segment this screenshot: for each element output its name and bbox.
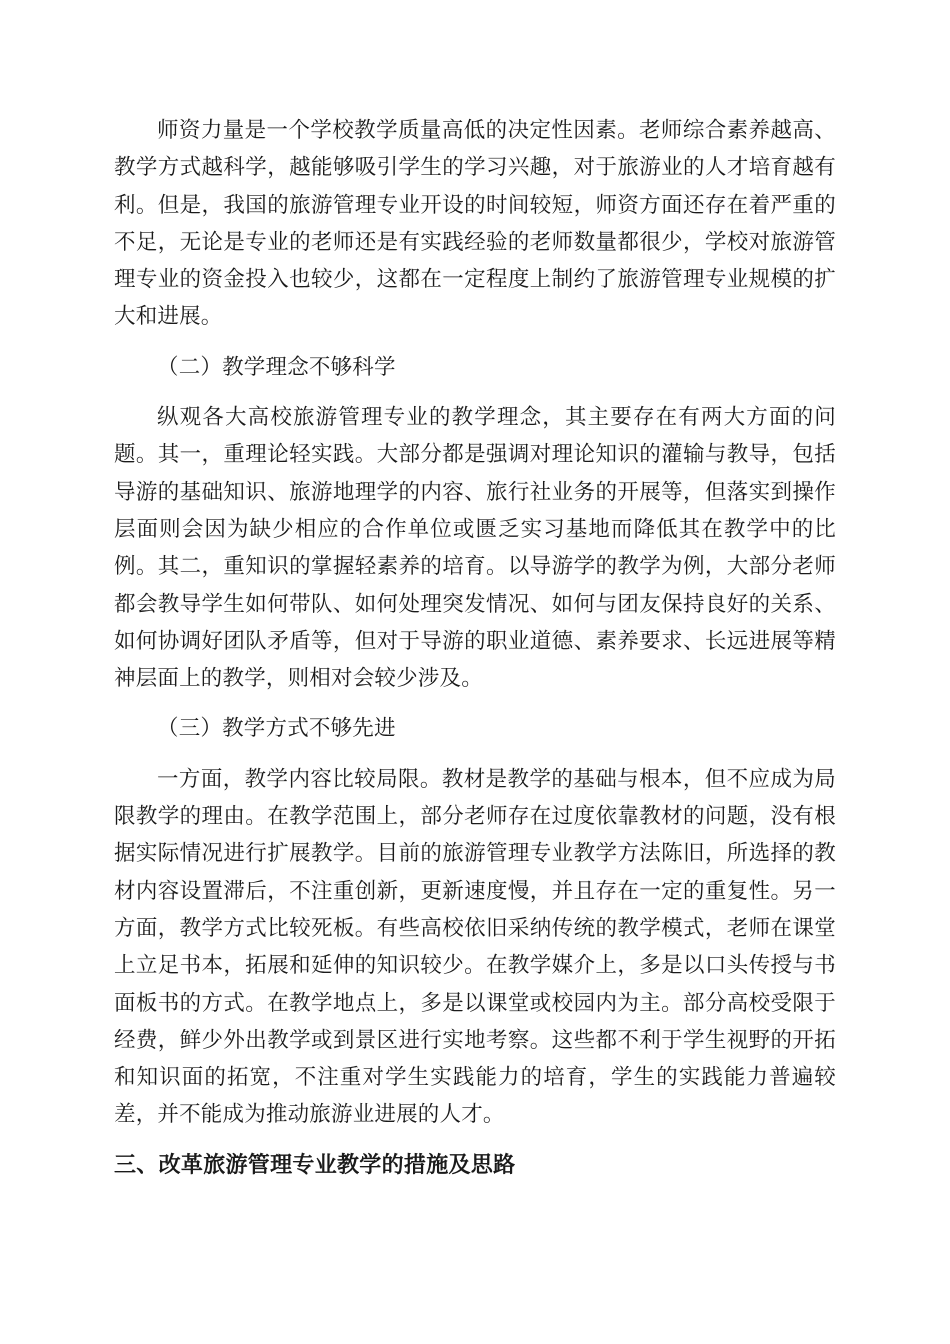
paragraph-teaching-methods: 一方面，教学内容比较局限。教材是教学的基础与根本，但不应成为局限教学的理由。在教学范围上，部分老师存在过度依靠教材的问题，没有根据实际情况进行扩展教学。目前的旅游管理专业教学方法陈旧，所选择的教材内容设置滞后，不注重创新，更新速度慢，并且存在一定的重复性。另一方面，教学方式比较死板。有些高校依旧采纳传统的教学模式，老师在课堂上立足书本，拓展和延伸的知识较少。在教学媒介上，多是以口头传授与书面板书的方式。在教学地点上，多是以课堂或校园内为主。部分高校受限于经费，鲜少外出教学或到景区进行实地考察。这些都不利于学生视野的开拓和知识面的拓宽，不注重对学生实践能力的培育，学生的实践能力普遍较差，并不能成为推动旅游业进展的人才。 [114,766,836,1128]
document-page [114,112,836,1184]
subheading-teaching-philosophy: （二）教学理念不够科学 [157,354,396,380]
subheading-teaching-methods: （三）教学方式不够先进 [157,716,396,742]
paragraph-teaching-philosophy: 纵观各大高校旅游管理专业的教学理念，其主要存在有两大方面的问题。其一，重理论轻实践。大部分都是强调对理论知识的灌输与教导，包括导游的基础知识、旅游地理学的内容、旅行社业务的开展等，但落实到操作层面则会因为缺少相应的合作单位或匮乏实习基地而降低其在教学中的比例。其二，重知识的掌握轻素养的培育。以导游学的教学为例，大部分老师都会教导学生如何带队、如何处理突发情况、如何与团友保持良好的关系、如何协调好团队矛盾等，但对于导游的职业道德、素养要求、长远进展等精神层面上的教学，则相对会较少涉及。 [114,405,836,692]
paragraph-faculty: 师资力量是一个学校教学质量高低的决定性因素。老师综合素养越高、教学方式越科学，越能够吸引学生的学习兴趣，对于旅游业的人才培育越有利。但是，我国的旅游管理专业开设的时间较短，师资方面还存在着严重的不足，无论是专业的老师还是有实践经验的老师数量都很少，学校对旅游管理专业的资金投入也较少，这都在一定程度上制约了旅游管理专业规模的扩大和进展。 [114,118,836,330]
section-heading-reform: 三、改革旅游管理专业教学的措施及思路 [114,1152,516,1178]
